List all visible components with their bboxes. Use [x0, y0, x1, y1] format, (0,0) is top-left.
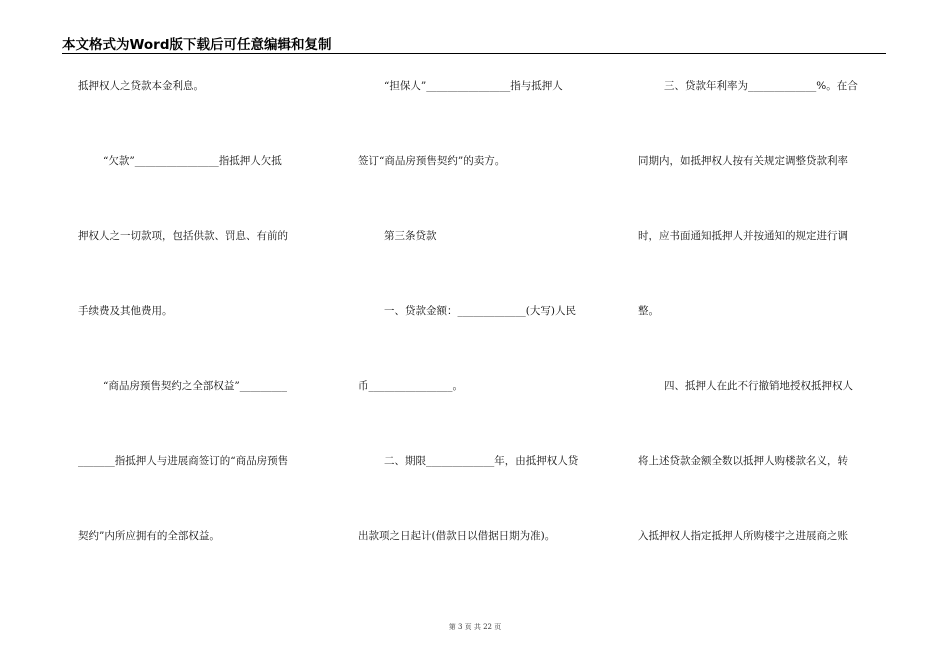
page-number: 第 3 页 共 22 页 [448, 623, 502, 631]
text-line: 二、期限_____________年，由抵押权人贷 [384, 455, 579, 467]
text-line: _______指抵押人与进展商签订的“商品房预售 [78, 455, 289, 467]
text-line: 入抵押权人指定抵押人所购楼宇之进展商之账 [638, 530, 848, 542]
text-line: 同期内，如抵押权人按有关规定调整贷款利率 [638, 155, 848, 167]
text-line: 时，应书面通知抵押人并按通知的规定进行调 [638, 230, 848, 242]
text-line: 将上述贷款金额全数以抵押人购楼款名义，转 [638, 455, 848, 467]
text-line: 四、抵押人在此不行撤销地授权抵押权人 [664, 380, 853, 392]
text-line: 整。 [638, 305, 659, 317]
text-line: 币________________。 [358, 380, 463, 392]
text-line: “商品房预售契约之全部权益”_________ [103, 380, 287, 392]
text-line: “担保人”________________指与抵押人 [384, 80, 563, 92]
text-line: 第三条贷款 [384, 230, 437, 242]
text-line: 抵押权人之贷款本金利息。 [78, 80, 204, 92]
text-line: 押权人之一切款项，包括供款、罚息、有前的 [78, 230, 288, 242]
text-line: 三、贷款年利率为_____________%。在合 [664, 80, 858, 92]
text-line: 手续费及其他费用。 [78, 305, 173, 317]
document-header-title: 本文格式为Word版下载后可任意编辑和复制 [62, 37, 332, 53]
text-line: 签订“商品房预售契约”的卖方。 [358, 155, 506, 167]
text-line: “欠款”________________指抵押人欠抵 [103, 155, 282, 167]
header-divider [62, 53, 886, 54]
text-line: 出款项之日起计(借款日以借据日期为准)。 [358, 530, 556, 542]
text-line: 一、贷款金额：_____________(大写)人民 [384, 305, 576, 317]
text-line: 契约”内所应拥有的全部权益。 [78, 530, 220, 542]
